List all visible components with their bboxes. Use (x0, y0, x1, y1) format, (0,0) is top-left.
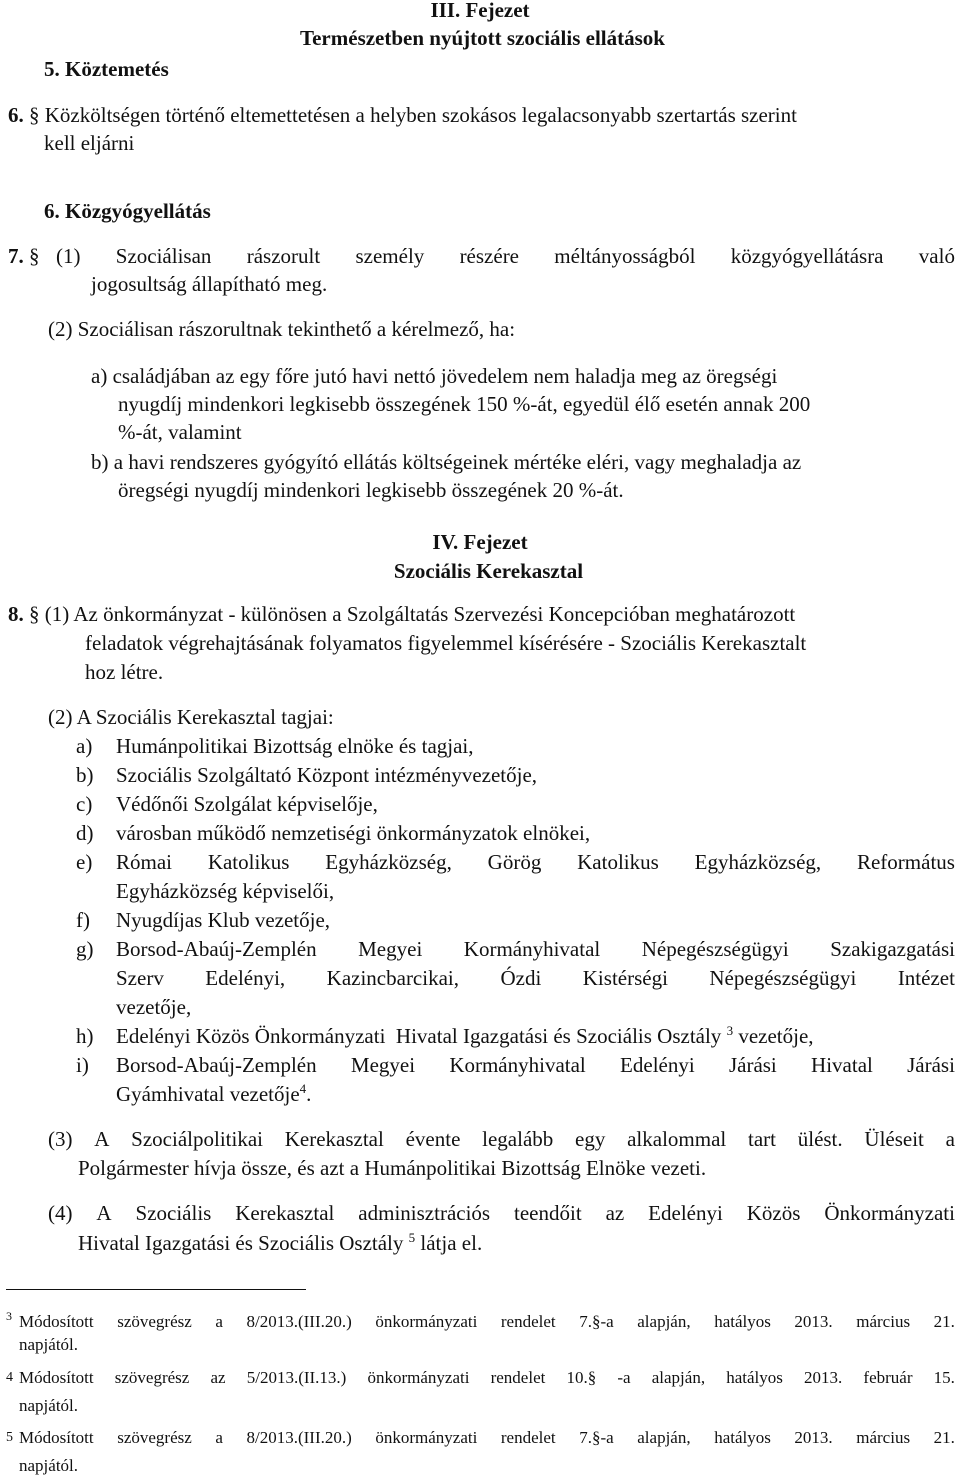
member-item-g-line-1 (116, 935, 955, 963)
word: alkalommal (627, 1127, 727, 1151)
word: méltányosságból (554, 244, 696, 268)
member-item-i-line-2 (116, 1080, 311, 1108)
member-item-e-line-1 (116, 848, 955, 876)
member-item-f (76, 906, 330, 934)
word: Népegészségügyi (709, 966, 857, 990)
word: rendelet (500, 1428, 556, 1447)
word: Járási (907, 1053, 955, 1077)
paragraph-8-4-line-1 (48, 1199, 955, 1227)
word: részére (459, 244, 520, 268)
word: Megyei (350, 1053, 416, 1077)
word: A (94, 1127, 110, 1151)
word: Kazincbarcikai, (326, 966, 459, 990)
word: Egyházközség, (694, 850, 822, 874)
paragraph-8-1-text: (1) Az önkormányzat - különösen a Szolgáltatás Szervezési Koncepcióban meghatározott (44, 602, 796, 626)
word: Közös (746, 1201, 801, 1225)
list-marker: a) (76, 734, 93, 758)
word: Edelényi, (205, 966, 286, 990)
word: önkormányzati (375, 1428, 478, 1447)
member-item-e-line-2: Egyházközség képviselői, (116, 879, 335, 903)
footnote-4-mark: 4 (6, 1370, 13, 1385)
word: (3) (48, 1127, 73, 1151)
word: Módosított (19, 1368, 94, 1387)
list-marker: h) (76, 1024, 94, 1048)
word: szövegrész (114, 1368, 190, 1387)
footnote-3-mark: 3 (6, 1309, 12, 1323)
word: 2013. (794, 1428, 833, 1447)
word: rendelet (500, 1312, 556, 1331)
word: rendelet (490, 1368, 546, 1387)
word: a (215, 1312, 223, 1331)
member-item-a (76, 732, 474, 760)
word: február (863, 1368, 913, 1387)
word: 2013. (804, 1368, 843, 1387)
word: Kormányhivatal (449, 1053, 586, 1077)
word: Népegészségügyi (641, 937, 789, 961)
word: 7.§-a (579, 1428, 614, 1447)
paragraph-7-2-b-line-1: b) a havi rendszeres gyógyító ellátás költségeinek mértéke eléri, vagy meghaladja az (91, 450, 802, 474)
word: teendőit (514, 1201, 582, 1225)
footnote-4-line-2: napjától. (19, 1396, 79, 1415)
paragraph-text-end: látja el. (420, 1231, 483, 1255)
list-item-text: Gyámhivatal vezetője (116, 1082, 300, 1106)
footnote-3-line-2: napjától. (19, 1335, 79, 1354)
paragraph-7-number: 7. (8, 244, 24, 268)
word: 21. (933, 1312, 955, 1331)
paragraph-7-1-line-2: jogosultság állapítható meg. (91, 272, 328, 296)
section-6-heading: 6. Közgyógyellátás (44, 199, 211, 223)
word: Kerekasztal (235, 1201, 335, 1225)
word: Borsod-Abaúj-Zemplén (116, 937, 317, 961)
paragraph-text: Hivatal Igazgatási és Szociális Osztály (78, 1231, 404, 1255)
word: A (96, 1201, 112, 1225)
word: a (945, 1127, 955, 1151)
paragraph-8-line-1 (8, 600, 795, 628)
paragraph-8-number: 8. (8, 602, 24, 626)
paragraph-6-line-2: kell eljárni (44, 131, 135, 155)
word: alapján, (637, 1312, 691, 1331)
word: Görög (487, 850, 542, 874)
word: hatályos (714, 1312, 771, 1331)
chapter-3-title: Természetben nyújtott szociális ellátások (300, 26, 665, 50)
paragraph-7-2-a-line-1: a) családjában az egy főre jutó havi nettó jövedelem nem haladja meg az öregségi (91, 364, 778, 388)
word: legalább (482, 1127, 554, 1151)
member-item-i-line-1 (116, 1051, 955, 1079)
chapter-3-number: III. Fejezet (430, 0, 530, 22)
word: 21. (933, 1428, 955, 1447)
word: Módosított (19, 1312, 94, 1331)
word: Református (856, 850, 955, 874)
footnote-ref-5[interactable]: 5 (408, 1230, 416, 1245)
word: Önkormányzati (824, 1201, 955, 1225)
member-item-h (76, 1022, 814, 1050)
member-item-e-marker: e) (76, 850, 93, 874)
member-item-i-marker: i) (76, 1053, 89, 1077)
word: a (215, 1428, 223, 1447)
member-item-c (76, 790, 378, 818)
footnote-separator (6, 1289, 306, 1290)
list-item-text: Nyugdíjas Klub vezetője, (116, 908, 331, 932)
word: Ózdi (500, 966, 542, 990)
word: 15. (933, 1368, 955, 1387)
word: Katolikus (577, 850, 659, 874)
word: alapján, (651, 1368, 706, 1387)
footnote-ref-3[interactable]: 3 (726, 1023, 734, 1038)
word: való (918, 244, 955, 268)
paragraph-8-2-heading: (2) A Szociális Kerekasztal tagjai: (48, 705, 334, 729)
member-item-d (76, 819, 590, 847)
word: önkormányzati (367, 1368, 470, 1387)
word: közgyógyellátásra (730, 244, 884, 268)
word: Edelényi (620, 1053, 695, 1077)
paragraph-6-number: 6. (8, 103, 24, 127)
word: évente (405, 1127, 461, 1151)
word: egy (575, 1127, 606, 1151)
footnote-4-line-1 (19, 1367, 955, 1389)
word: az (210, 1368, 226, 1387)
word: március (856, 1428, 911, 1447)
list-item-text: Védőnői Szolgálat képviselője, (116, 792, 378, 816)
paragraph-7-2-a-line-2: nyugdíj mindenkori legkisebb összegének 150 %-át, egyedül élő esetén annak 200 (118, 392, 811, 416)
word: Módosított (19, 1428, 94, 1447)
section-5-heading: 5. Köztemetés (44, 57, 169, 81)
word: adminisztrációs (358, 1201, 491, 1225)
paragraph-8-3-line-1 (48, 1125, 955, 1153)
list-item-text: Edelényi Közös Önkormányzati Hivatal Igazgatási és Szociális Osztály (116, 1024, 722, 1048)
member-item-g-line-3: vezetője, (116, 995, 192, 1019)
footnote-ref-4[interactable]: 4 (299, 1081, 307, 1096)
paragraph-8-1-line-2: feladatok végrehajtásának folyamatos figyelemmel kísérésére - Szociális Kerekasztalt (85, 631, 807, 655)
list-item-text-end: . (306, 1082, 312, 1106)
word: Kistérségi (582, 966, 668, 990)
member-item-g-line-2 (116, 964, 955, 992)
word: Járási (728, 1053, 777, 1077)
word: Egyházközség, (325, 850, 452, 874)
word: hatályos (726, 1368, 783, 1387)
word: Intézet (897, 966, 955, 990)
word: Hivatal (811, 1053, 873, 1077)
word: 2013. (794, 1312, 833, 1331)
list-item-text: Humánpolitikai Bizottság elnöke és tagjai, (116, 734, 474, 758)
word: Üléseit (864, 1127, 924, 1151)
list-marker: b) (76, 763, 94, 787)
word: rászorult (246, 244, 321, 268)
list-item-text: városban működő nemzetiségi önkormányzatok elnökei, (116, 821, 591, 845)
word: Szociális (135, 1201, 212, 1225)
word: az (605, 1201, 625, 1225)
word: Szociálisan (115, 244, 212, 268)
paragraph-6 (8, 101, 797, 129)
paragraph-7-2: (2) Szociálisan rászorultnak tekinthető a kérelmező, ha: (48, 317, 516, 341)
word: 10.§ (566, 1368, 597, 1387)
word: hatályos (714, 1428, 771, 1447)
word: önkormányzati (375, 1312, 478, 1331)
list-marker: c) (76, 792, 93, 816)
footnote-5-mark: 5 (6, 1430, 13, 1445)
paragraph-7-1-line-1 (56, 242, 955, 270)
paragraph-7-label (8, 242, 40, 270)
word: 5/2013.(II.13.) (246, 1368, 347, 1387)
word: (1) (56, 244, 81, 268)
word: alapján, (637, 1428, 691, 1447)
section-sign: § (29, 244, 40, 268)
word: 7.§-a (579, 1312, 614, 1331)
word: Szakigazgatási (830, 937, 955, 961)
footnote-3-line-1 (19, 1311, 955, 1333)
list-marker: d) (76, 821, 94, 845)
word: -a (617, 1368, 631, 1387)
word: személy (355, 244, 425, 268)
member-item-g-marker: g) (76, 937, 94, 961)
word: ülést. (797, 1127, 843, 1151)
word: Kerekasztal (284, 1127, 384, 1151)
paragraph-7-2-b-line-2: öregségi nyugdíj mindenkori legkisebb összegének 20 %-át. (118, 478, 624, 502)
word: Római (116, 850, 172, 874)
section-sign: § (29, 602, 40, 626)
word: (4) (48, 1201, 73, 1225)
word: 8/2013.(III.20.) (246, 1312, 352, 1331)
paragraph-8-4-line-2 (78, 1229, 482, 1257)
paragraph-8-1-line-3: hoz létre. (85, 660, 164, 684)
word: Borsod-Abaúj-Zemplén (116, 1053, 317, 1077)
word: Megyei (358, 937, 423, 961)
word: szövegrész (117, 1312, 192, 1331)
list-marker: f) (76, 908, 90, 932)
list-item-text: Szociális Szolgáltató Központ intézményvezetője, (116, 763, 538, 787)
word: szövegrész (117, 1428, 192, 1447)
word: március (856, 1312, 911, 1331)
paragraph-7-2-a-line-3: %-át, valamint (118, 420, 242, 444)
word: tart (748, 1127, 776, 1151)
member-item-b (76, 761, 537, 789)
word: Szerv (116, 966, 164, 990)
section-sign: § (29, 103, 40, 127)
footnote-5-line-2: napjától. (19, 1456, 79, 1475)
paragraph-6-text: Közköltségen történő eltemettetésen a helyben szokásos legalacsonyabb szertartás szerint (44, 103, 797, 127)
word: Katolikus (207, 850, 290, 874)
word: Edelényi (648, 1201, 723, 1225)
word: Szociálpolitikai (131, 1127, 263, 1151)
footnote-5-line-1 (19, 1427, 955, 1449)
paragraph-8-3-line-2: Polgármester hívja össze, és azt a Humánpolitikai Bizottság Elnöke vezeti. (78, 1156, 707, 1180)
chapter-4-title: Szociális Kerekasztal (393, 559, 584, 583)
chapter-4-number: IV. Fejezet (432, 530, 528, 554)
list-item-text-end: vezetője, (738, 1024, 814, 1048)
word: Kormányhivatal (463, 937, 601, 961)
word: 8/2013.(III.20.) (246, 1428, 352, 1447)
